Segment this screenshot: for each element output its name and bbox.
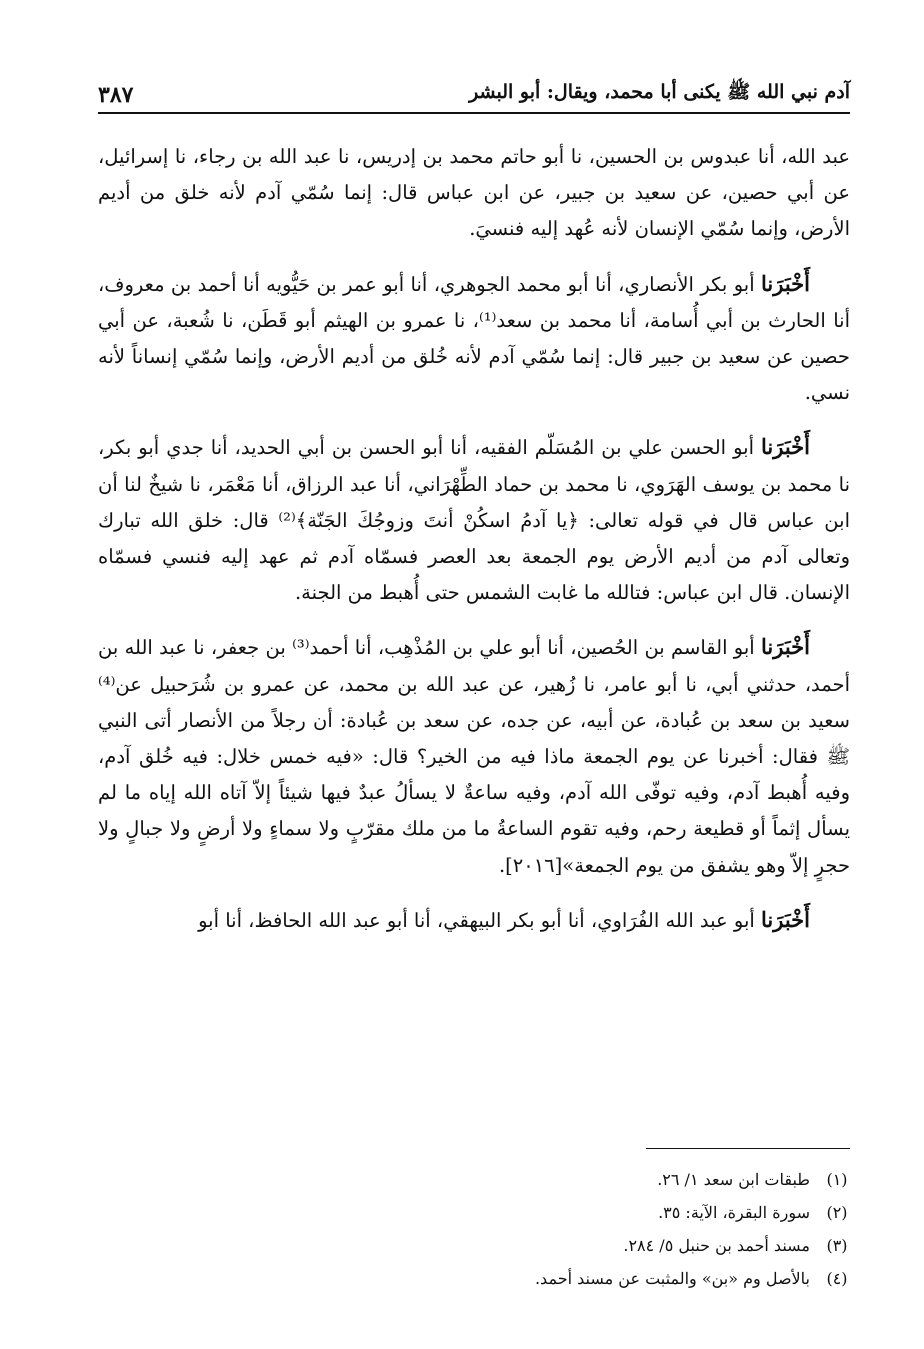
paragraph-text: أبو الحسن علي بن المُسَلّم الفقيه، أنا أبو الحسن بن أبي الحديد، أنا جدي أبو بكر، نا محمد بن يوسف الهَرَوي، نا محمد بن حماد الطِّهْرَاني، أنا عبد الرزاق، أنا مَعْمَر، نا شيخٌ لنا أن ابن عباس قال في قوله تعالى: ﴿يا آدمُ اسكُنْ أنتَ وزوجُكَ الجَنّة﴾⁽²⁾ قال: خلق الله تبارك وتعالى آدم من أديم الأرض يوم الجمعة بعد العصر فسمّاه آدم ثم عهد إليه فنسي فسمّاه الإنسان. قال ابن عباس: فتالله ما غابت الشمس حتى أُهبط من الجنة. <box>98 436 850 605</box>
paragraph <box>98 138 850 248</box>
paragraph-text: عبد الله، أنا عبدوس بن الحسين، نا أبو حاتم محمد بن إدريس، نا عبد الله بن رجاء، نا إسرائيل، عن أبي حصين، عن سعيد بن جبير، عن ابن عباس قال: إنما سُمّي آدم لأنه خلق من أديم الأرض، وإنما سُمّي الإنسان لأنه عُهد إليه فنسيَ. <box>98 145 850 241</box>
footnote-text: طبقات ابن سعد ١/ ٢٦. <box>657 1170 810 1189</box>
paragraph-lead: أَخْبَرَنا <box>761 906 810 932</box>
paragraph-text: أبو بكر الأنصاري، أنا أبو محمد الجوهري، أنا أبو عمر بن حَيُّويه أنا أحمد بن معروف، أنا الحارث بن أبي أُسامة، أنا محمد بن سعد⁽¹⁾، نا عمرو بن الهيثم أبو قَطَن، نا شُعبة، عن أبي حصين عن سعيد بن جبير قال: إنما سُمّي آدم لأنه خُلق من أديم الأرض، وإنما سُمّي إنساناً لأنه نسي. <box>98 272 850 405</box>
footnote-number: (١) <box>826 1170 848 1189</box>
footnotes <box>98 1148 850 1295</box>
footnote-text: بالأصل وم «بن» والمثبت عن مسند أحمد. <box>534 1269 810 1288</box>
page-number: ٣٨٧ <box>98 82 134 108</box>
paragraph <box>98 629 850 883</box>
paragraph-text: أبو القاسم بن الحُصين، أنا أبو علي بن المُذْهِب، أنا أحمد⁽³⁾ بن جعفر، نا عبد الله بن أحمد، حدثني أبي، نا أبو عامر، نا زُهير، عن عبد الله بن محمد، عن عمرو بن شُرَحبيل عن⁽⁴⁾ سعيد بن سعد بن عُبادة، عن أبيه، عن جده، عن سعد بن عُبادة: أن رجلاً من الأنصار أتى النبي ﷺ فقال: أخبرنا عن يوم الجمعة ماذا فيه من الخير؟ قال: «فيه خمس خلال: فيه خُلق آدم، وفيه أُهبط آدم، وفيه توفّى الله آدم، وفيه ساعةٌ لا يسألُ عبدٌ فيها شيئاً إلاّ آتاه الله إياه ما لم يسأل إثماً أو قطيعة رحم، وفيه تقوم الساعةُ ما من ملك مقرّبٍ ولا سماءٍ ولا أرضٍ ولا جبالٍ ولا حجرٍ إلاّ وهو يشفق من يوم الجمعة»[٢٠١٦]. <box>98 636 850 877</box>
footnote-item <box>98 1262 850 1295</box>
footnote-item <box>98 1163 850 1196</box>
footnote-number: (٢) <box>826 1203 848 1222</box>
footnote-item <box>98 1196 850 1229</box>
footnote-text: سورة البقرة، الآية: ٣٥. <box>658 1203 810 1222</box>
footnote-text: مسند أحمد بن حنبل ٥/ ٢٨٤. <box>623 1236 810 1255</box>
footnote-separator <box>646 1148 850 1149</box>
footnote-item <box>98 1229 850 1262</box>
paragraph <box>98 429 850 611</box>
main-text <box>98 138 850 939</box>
running-header <box>98 78 850 114</box>
paragraph-lead: أَخْبَرَنا <box>761 434 810 460</box>
paragraph-lead: أَخْبَرَنا <box>761 270 810 296</box>
footnote-number: (٤) <box>826 1269 848 1288</box>
running-title: آدم نبي الله ﷺ يكنى أبا محمد، ويقال: أبو البشر <box>469 81 850 103</box>
paragraph <box>98 902 850 939</box>
paragraph-lead: أَخْبَرَنا <box>761 634 810 660</box>
footnote-number: (٣) <box>826 1236 848 1255</box>
paragraph-text: أبو عبد الله الفُرَاوي، أنا أبو بكر البيهقي، أنا أبو عبد الله الحافظ، أنا أبو <box>198 908 762 932</box>
book-page <box>98 78 850 1308</box>
paragraph <box>98 266 850 412</box>
